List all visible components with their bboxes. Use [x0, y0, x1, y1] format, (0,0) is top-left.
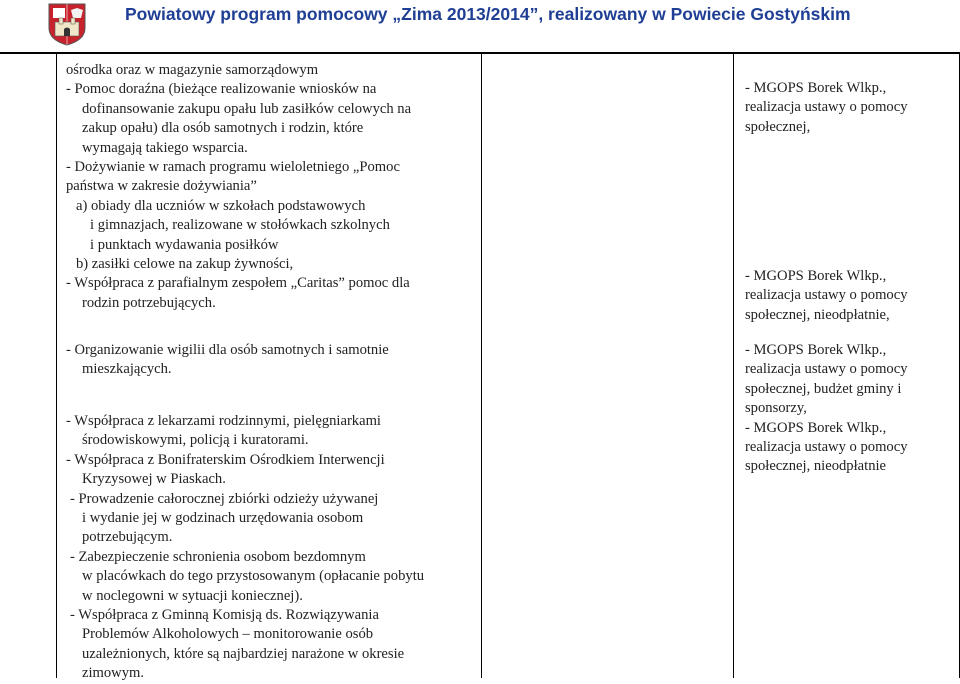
text-line: i wydanie jej w godzinach urzędowania osobom — [82, 510, 364, 527]
text-line: - Współpraca z Bonifraterskim Ośrodkiem Interwencji — [66, 451, 385, 468]
text-line: Kryzysowej w Piaskach. — [82, 471, 226, 488]
text-line: i punktach wydawania posiłków — [90, 236, 279, 253]
text-line: dofinansowanie zakupu opału lub zasiłków celowych na — [82, 100, 412, 117]
text-line: - Pomoc doraźna (bieżące realizowanie wniosków na — [66, 81, 377, 98]
text-line: społecznej, nieodpłatnie, — [745, 306, 890, 323]
text-line: - Zabezpieczenie schronienia osobom bezdomnym — [70, 548, 366, 565]
text-line: zakup opału) dla osób samotnych i rodzin, które — [82, 120, 364, 137]
text-line: realizacja ustawy o pomocy — [745, 99, 908, 116]
text-line: środowiskowymi, policją i kuratorami. — [82, 432, 309, 449]
text-line: w noclegowni w sytuacji koniecznej). — [82, 587, 303, 604]
text-line: - Współpraca z Gminną Komisją ds. Rozwiązywania — [70, 607, 379, 624]
responsible-block-2 — [745, 267, 955, 325]
column-divider — [733, 53, 734, 678]
text-line: ośrodka oraz w magazynie samorządowym — [66, 62, 319, 78]
text-line: - MGOPS Borek Wlkp., — [745, 419, 887, 436]
text-line: w placówkach do tego przystosowanym (opłacanie pobytu — [82, 568, 425, 585]
text-line: zimowym. — [82, 665, 145, 682]
actions-block-2 — [66, 341, 465, 380]
text-line: - Dożywianie w ramach programu wieloletniego „Pomoc — [66, 159, 400, 176]
text-line: wymagają takiego wsparcia. — [82, 139, 248, 156]
coat-of-arms-icon — [47, 2, 87, 46]
page-title: Powiatowy program pomocowy „Zima 2013/2014”, realizowany w Powiecie Gostyńskim — [125, 4, 851, 24]
text-line: - Prowadzenie całorocznej zbiórki odzieży używanej — [70, 490, 379, 507]
text-line: realizacja ustawy o pomocy — [745, 287, 908, 304]
actions-block-3 — [66, 412, 465, 684]
column-divider — [56, 53, 57, 678]
text-line: państwa w zakresie dożywiania” — [66, 178, 257, 195]
text-line: realizacja ustawy o pomocy — [745, 439, 908, 456]
text-line: i gimnazjach, realizowane w stołówkach szkolnych — [90, 217, 390, 234]
text-line: Problemów Alkoholowych – monitorowanie osób — [82, 626, 374, 643]
text-line: - MGOPS Borek Wlkp., — [745, 342, 887, 358]
text-line: - MGOPS Borek Wlkp., — [745, 268, 887, 284]
text-line: a) obiady dla uczniów w szkołach podstawowych — [76, 197, 366, 214]
text-line: rodzin potrzebujących. — [82, 294, 216, 311]
actions-block-1 — [66, 61, 465, 313]
text-line: b) zasiłki celowe na zakup żywności, — [76, 256, 294, 273]
text-line: realizacja ustawy o pomocy — [745, 361, 908, 378]
text-line: - Organizowanie wigilii dla osób samotnych i samotnie — [66, 342, 389, 358]
column-divider — [481, 53, 482, 678]
text-line: społecznej, nieodpłatnie — [745, 458, 887, 475]
table-top-border — [0, 52, 960, 54]
responsible-block-3 — [745, 341, 955, 477]
responsible-block-1 — [745, 79, 955, 137]
text-line: mieszkających. — [82, 361, 172, 378]
text-line: - Współpraca z lekarzami rodzinnymi, pielęgniarkami — [66, 413, 381, 429]
text-line: uzależnionych, które są najbardziej narażone w okresie — [82, 645, 405, 662]
page-header — [0, 0, 960, 52]
text-line: potrzebującym. — [82, 529, 173, 546]
text-line: - MGOPS Borek Wlkp., — [745, 80, 887, 96]
text-line: społecznej, budżet gminy i — [745, 380, 902, 397]
text-line: społecznej, — [745, 118, 811, 135]
text-line: sponsorzy, — [745, 400, 807, 417]
text-line: - Współpraca z parafialnym zespołem „Caritas” pomoc dla — [66, 275, 410, 292]
